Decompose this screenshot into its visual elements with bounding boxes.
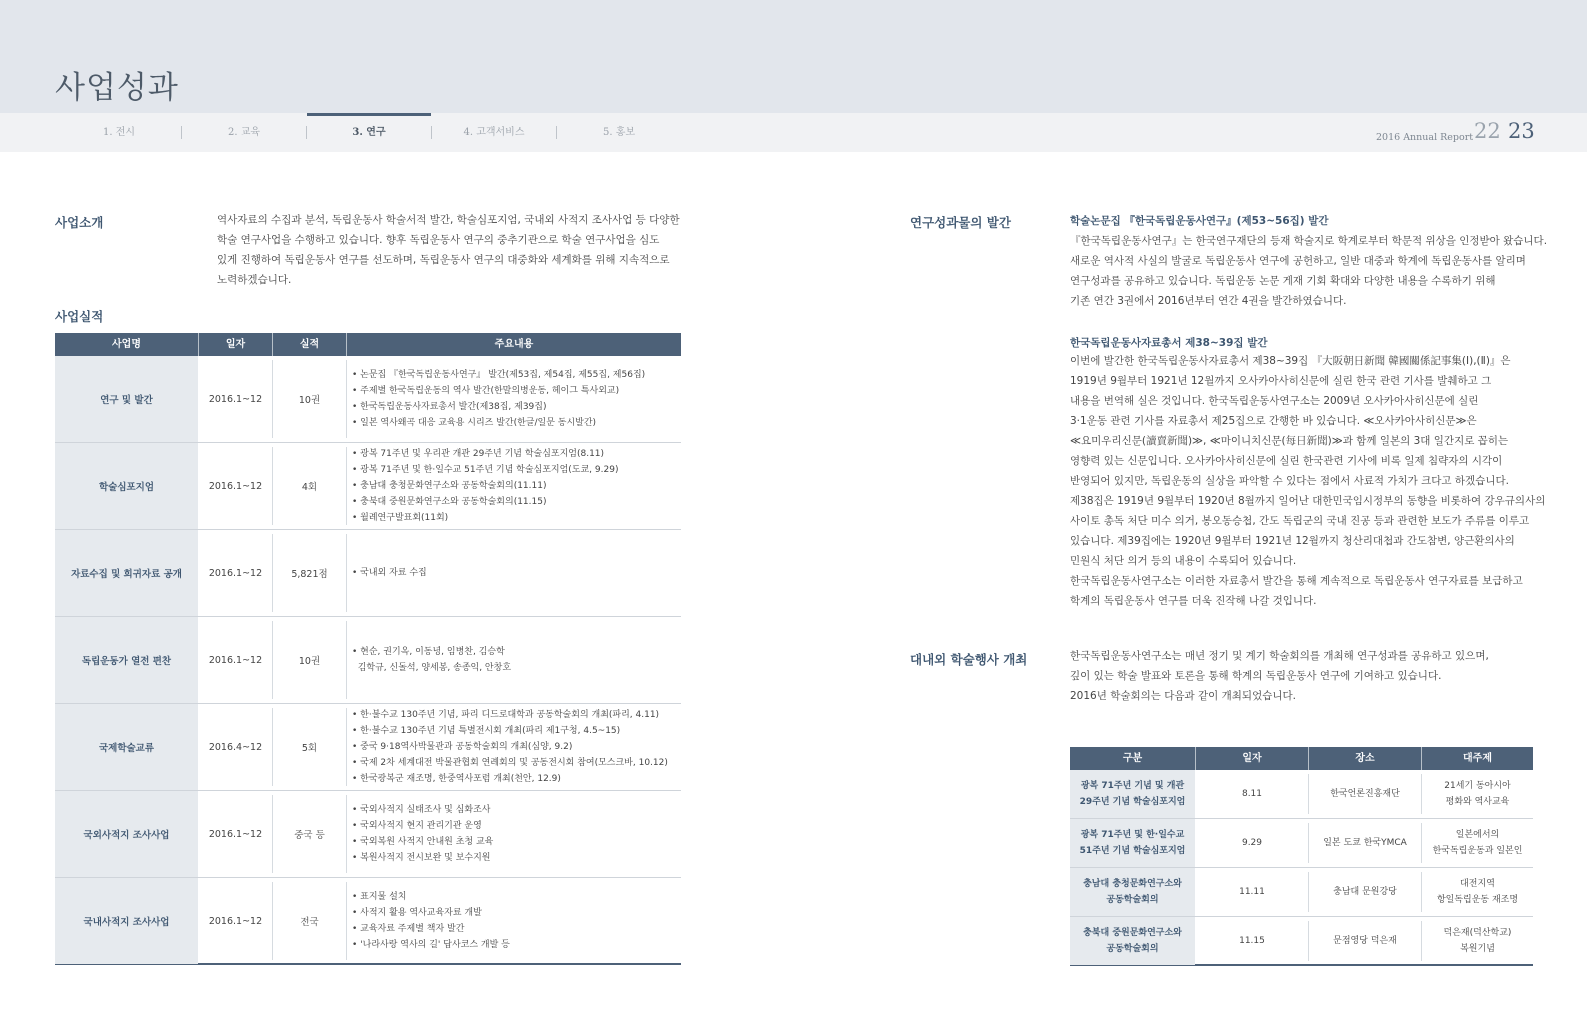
event-place: 한국언론진흥재단 [1330,789,1400,799]
row-date: 2016.1~12 [208,567,263,579]
description-item: • 한·불수교 130주년 기념, 파리 디드로대학과 공동학술회의 개최(파리, 4.11) [352,710,660,720]
event-name-line: 공동학술회의 [1106,895,1159,905]
tab-research[interactable]: 3. 연구 [307,113,431,152]
row-name: 국내사적지 조사사업 [55,878,198,964]
row-date: 2016.1~12 [208,654,263,666]
row-description [352,704,681,790]
tab-exhibition[interactable]: 1. 전시 [102,127,136,138]
description-item: • 광복 71주년 및 한·일수교 51주년 기념 학술심포지엄(도쿄, 9.29) [352,465,619,475]
description-item: • 표지물 설치 [352,892,407,902]
event-theme-line: 21세기 동아시아 [1444,781,1511,791]
table-row [55,617,681,704]
table-row [55,443,681,530]
column-header: 주요내용 [494,339,534,350]
series-line: 1919년 9월부터 1921년 12월까지 오사카아사히신문에 실린 한국 관련 기사를 발췌하고 그 [1070,375,1492,387]
row-name: 자료수집 및 희귀자료 공개 [55,530,198,616]
description-item: • 논문집 『한국독립운동사연구』 발간(제53집, 제54집, 제55집, 제56집) [352,370,646,380]
event-date: 9.29 [1241,838,1263,848]
journal-line: 연구성과를 공유하고 있습니다. 독립운동 논문 게재 기회 확대와 다양한 내용을 수록하기 위해 [1070,275,1496,287]
series-line: 학계의 독립운동사 연구를 더욱 진작해 나갈 것입니다. [1070,595,1317,607]
column-header: 일자 [225,339,246,350]
row-description [352,617,681,703]
row-date: 2016.1~12 [208,480,263,492]
publication-heading: 연구성과물의 발간 [910,215,1011,230]
description-item: • 중국 9·18역사박물관과 공동학술회의 개최(심양, 9.2) [352,742,573,752]
column-header: 사업명 [112,339,141,350]
event-name-line: 51주년 기념 학술심포지엄 [1079,846,1186,856]
report-label: 2016 Annual Report [1376,132,1474,143]
series-line: 이번에 발간한 한국독립운동사자료총서 제38~39집 『大阪朝日新聞 韓國關係記事集(Ⅰ),(Ⅱ)』은 [1070,355,1511,367]
event-name [1070,917,1195,965]
academic-heading: 대내외 학술행사 개최 [910,652,1028,667]
description-item: • 국내외 자료 수집 [352,568,427,578]
column-header: 일자 [1242,753,1262,764]
event-date: 11.11 [1239,887,1265,897]
series-line: 영향력 있는 신문입니다. 오사카아사히신문에 실린 한국관련 기사에 비록 일제 침략자의 시각이 [1070,455,1503,467]
description-item: • 사적지 활용 역사교육자료 개발 [352,908,482,918]
series-title: 한국독립운동사자료총서 제38~39집 발간 [1070,337,1268,349]
table-row [1070,819,1533,868]
description-item: • 충북대 중원문화연구소와 공동학술회의(11.15) [352,497,547,507]
cell-divider [346,795,347,873]
event-name-line: 충북대 중원문화연구소와 [1083,928,1182,938]
tab-promotion[interactable]: 5. 홍보 [602,127,636,138]
intro-line: 있게 진행하여 독립운동사 연구를 선도하며, 독립운동사 연구의 대중화와 세계화를 위해 지속적으로 [217,254,670,266]
description-item: • 국제 2차 세계대전 박물관협회 연례회의 및 공동전시회 참여(모스크바, 10.12) [352,758,668,768]
row-performance: 5회 [301,743,318,754]
row-date: 2016.1~12 [208,915,263,927]
table-row [55,530,681,617]
event-name-line: 광복 71주년 기념 및 개관 [1080,781,1185,791]
row-name: 국제학술교류 [55,704,198,790]
column-header: 실적 [299,339,320,350]
description-item: 김학규, 신돌석, 양세봉, 송종익, 안창호 [352,663,512,673]
row-name: 독립운동가 열전 편찬 [55,617,198,703]
row-performance: 전국 [300,917,319,928]
cell-divider [346,708,347,786]
journal-line: 새로운 역사적 사실의 발굴로 독립운동사 연구에 공헌하고, 일반 대중과 학계에 독립운동사를 알리며 [1070,255,1526,267]
tab-education[interactable]: 2. 교육 [227,127,261,138]
series-line: 3·1운동 관련 기사를 자료총서 제25집으로 간행한 바 있습니다. ≪오사카아사히신문≫은 [1070,415,1477,427]
academic-line: 2016년 학술회의는 다음과 같이 개최되었습니다. [1070,690,1296,702]
row-description [352,791,681,877]
journal-title: 학술논문집 『한국독립운동사연구』(제53~56집) 발간 [1070,215,1329,227]
series-line: 제38집은 1919년 9월부터 1920년 8월까지 일어난 대한민국임시정부의 동향을 비롯하여 강우규의사의 [1070,495,1546,507]
description-item: • '나라사랑 역사의 길' 답사코스 개발 등 [352,940,510,950]
table-row [55,878,681,965]
journal-line: 기존 연간 3권에서 2016년부터 연간 4권을 발간하였습니다. [1070,295,1347,307]
column-header: 장소 [1355,753,1375,764]
event-theme [1422,917,1533,965]
intro-heading: 사업소개 [55,215,104,230]
academic-line: 한국독립운동사연구소는 매년 정기 및 계기 학술회의를 개최해 연구성과를 공유하고 있으며, [1070,650,1489,662]
event-name [1070,868,1195,916]
row-name: 학술심포지엄 [55,443,198,529]
row-performance: 10권 [298,395,321,406]
series-line: 사이토 총독 처단 미수 의거, 봉오동승첩, 간도 독립군의 국내 진공 등과 관련한 보도가 주류를 이루고 [1070,515,1530,527]
series-line: 있습니다. 제39집에는 1920년 9월부터 1921년 12월까지 청산리대첩과 간도참변, 양근환의사의 [1070,535,1515,547]
intro-line: 노력하겠습니다. [217,274,292,286]
academic-line: 깊이 있는 학술 발표와 토론을 통해 학계의 독립운동사 연구에 기여하고 있습니다. [1070,670,1442,682]
table-row [55,791,681,878]
tab-customer-service[interactable]: 4. 고객서비스 [463,127,525,138]
event-name-line: 충남대 충청문화연구소와 [1083,879,1182,889]
row-date: 2016.1~12 [208,393,263,405]
description-item: • 현순, 권기옥, 이동녕, 임병찬, 김승학 [352,647,505,657]
event-theme-line: 복원기념 [1460,944,1495,954]
event-theme-line: 한국독립운동과 일본인 [1432,846,1523,856]
row-performance: 중국 등 [294,830,325,841]
row-performance: 10권 [298,656,321,667]
description-item: • 국외사적지 실태조사 및 심화조사 [352,805,491,815]
row-name: 국외사적지 조사사업 [55,791,198,877]
row-description [352,443,681,529]
description-item: • 한국광복군 재조명, 한중역사포럼 개최(천안, 12.9) [352,774,561,784]
table-row [55,704,681,791]
event-theme-line: 항일독립운동 재조명 [1436,895,1519,905]
intro-line: 학술 연구사업을 수행하고 있습니다. 향후 독립운동사 연구의 중추기관으로 학술 연구사업을 심도 [217,234,660,246]
event-date: 8.11 [1241,789,1263,799]
description-item: • 한·불수교 130주년 기념 특별전시회 개최(파리 제1구청, 4.5~15) [352,726,621,736]
description-item: • 주제별 한국독립운동의 역사 발간(한말의병운동, 헤이그 특사외교) [352,386,620,396]
cell-divider [346,360,347,438]
table-row [55,356,681,443]
event-name [1070,770,1195,818]
event-theme-line: 대전지역 [1460,879,1495,889]
row-performance: 5,821점 [291,569,328,580]
page-number-left: 22 [1474,119,1501,143]
header-band [0,0,1587,113]
event-place: 일본 도쿄 한국YMCA [1323,838,1407,848]
row-description [352,530,681,616]
description-item: • 교육자료 주제별 책자 발간 [352,924,465,934]
intro-paragraph [217,210,680,290]
row-date: 2016.4~12 [208,741,263,753]
row-description [352,878,681,964]
cell-divider [346,534,347,612]
event-place: 문점영당 덕은재 [1333,936,1397,946]
table-row [1070,917,1533,966]
description-item: • 복원사적지 전시보완 및 보수지원 [352,853,491,863]
series-paragraph [1070,351,1545,611]
academic-paragraph [1070,646,1489,706]
intro-line: 역사자료의 수집과 분석, 독립운동사 학술서적 발간, 학술심포지엄, 국내외 사적지 조사사업 등 다양한 [217,214,680,226]
table-row [1070,770,1533,819]
description-item: • 국외복원 사적지 안내원 초청 교육 [352,837,494,847]
row-description [352,356,681,442]
row-name: 연구 및 발간 [55,356,198,442]
page-title: 사업성과 [55,70,179,106]
row-performance: 4회 [301,482,318,493]
event-name-line: 광복 71주년 및 한·일수교 [1080,830,1185,840]
event-theme-line: 일본에서의 [1455,830,1500,840]
column-header: 대주제 [1463,753,1492,764]
event-theme-line: 평화와 역사교육 [1445,797,1510,807]
column-header: 구분 [1122,753,1143,764]
event-date: 11.15 [1239,936,1265,946]
page-number-right: 23 [1508,119,1535,143]
cell-divider [346,447,347,525]
cell-divider [346,882,347,960]
results-heading: 사업실적 [55,309,104,324]
event-theme [1422,770,1533,818]
journal-paragraph [1070,231,1547,311]
row-date: 2016.1~12 [208,828,263,840]
event-theme [1422,819,1533,867]
event-name-line: 29주년 기념 학술심포지엄 [1079,797,1186,807]
series-line: ≪요미우리신문(讀賣新聞)≫, ≪마이니치신문(每日新聞)≫과 함께 일본의 3대 일간지로 꼽히는 [1070,435,1509,447]
series-line: 내용을 번역해 실은 것입니다. 한국독립운동사연구소는 2009년 오사카아사히신문에 실린 [1070,395,1479,407]
event-theme [1422,868,1533,916]
description-item: • 광복 71주년 및 우리관 개관 29주년 기념 학술심포지엄(8.11) [352,449,605,459]
journal-line: 『한국독립운동사연구』는 한국연구재단의 등재 학술지로 학계로부터 학문적 위상을 인정받아 왔습니다. [1070,235,1548,247]
description-item: • 충남대 충청문화연구소와 공동학술회의(11.11) [352,481,547,491]
academic-table-header [1070,747,1533,770]
description-item: • 국외사적지 현지 관리기관 운영 [352,821,482,831]
event-name-line: 공동학술회의 [1106,944,1159,954]
event-name [1070,819,1195,867]
table-row [1070,868,1533,917]
series-line: 한국독립운동사연구소는 이러한 자료총서 발간을 통해 계속적으로 독립운동사 연구자료를 보급하고 [1070,575,1523,587]
results-table-header [55,333,681,356]
description-item: • 월례연구발표회(11회) [352,513,449,523]
cell-divider [346,621,347,699]
description-item: • 한국독립운동사자료총서 발간(제38집, 제39집) [352,402,547,412]
event-place: 충남대 문원강당 [1333,887,1397,897]
series-line: 민원식 처단 의거 등의 내용이 수록되어 있습니다. [1070,555,1297,567]
series-line: 반영되어 있지만, 독립운동의 실상을 파악할 수 있다는 점에서 사료적 가치가 크다고 하겠습니다. [1070,475,1509,487]
description-item: • 일본 역사왜곡 대응 교육용 시리즈 발간(한글/일문 동시발간) [352,418,597,428]
event-theme-line: 덕은재(덕산학교) [1443,928,1512,938]
